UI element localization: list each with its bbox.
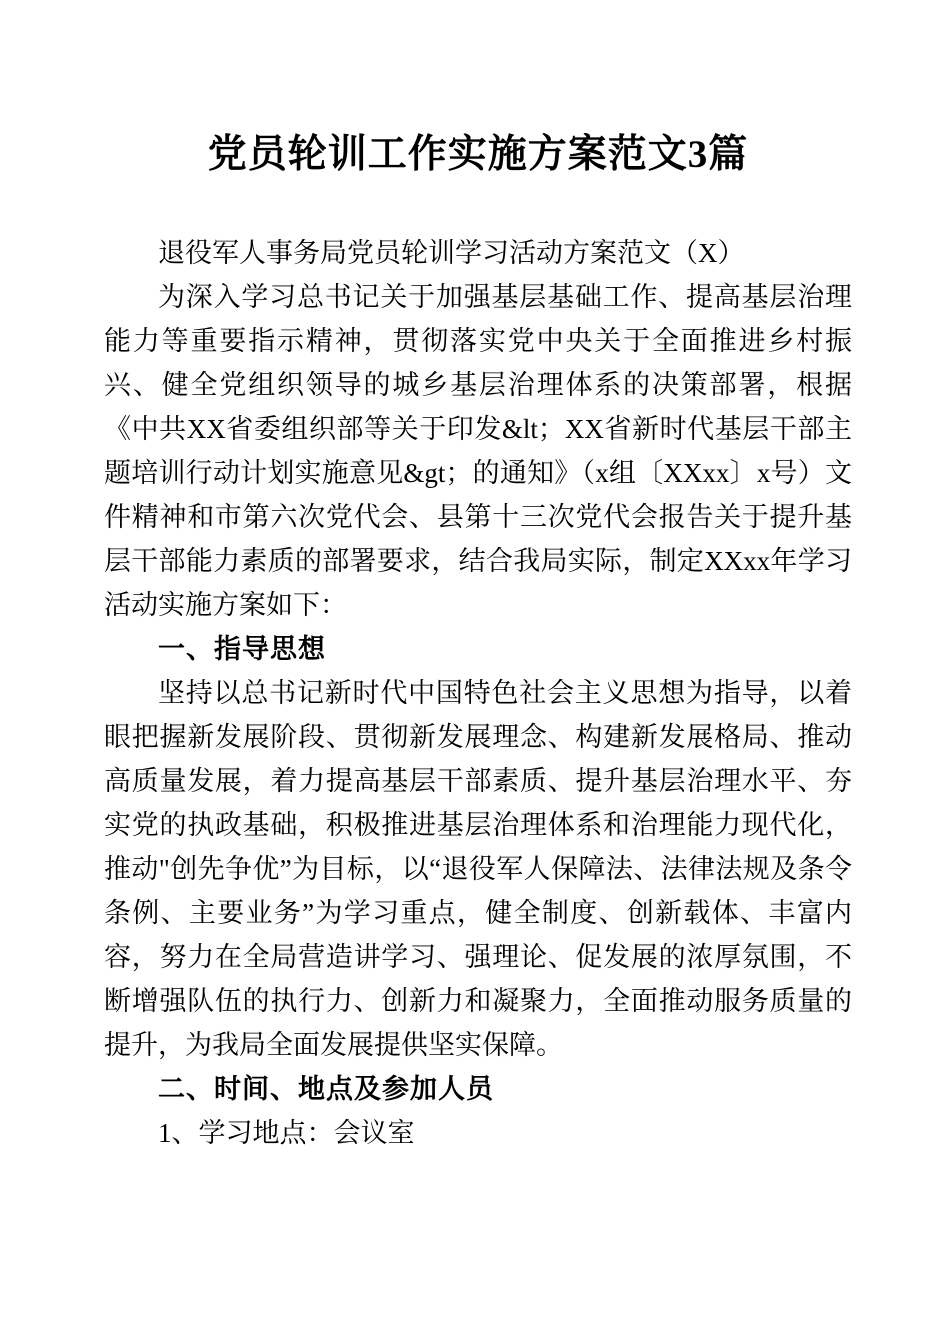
document-body xyxy=(104,231,852,1155)
document-paragraph: 退役军人事务局党员轮训学习活动方案范文（X） xyxy=(158,238,745,268)
section-heading: 一、指导思想 xyxy=(158,634,326,664)
document-paragraph: 坚持以总书记新时代中国特色社会主义思想为指导，以着眼把握新发展阶段、贯彻新发展理念、构建新发展格局、推动高质量发展，着力提高基层干部素质、提升基层治理水平、夯实党的执政基础，积极推进基层治理体系和治理能力现代化，推动"创先争优”为目标，以“退役军人保障法、法律法规及条令条例、主要业务”为学习重点，健全制度、创新载体、丰富内容，努力在全局营造讲学习、强理论、促发展的浓厚氛围，不断增强队伍的执行力、创新力和凝聚力，全面推动服务质量的提升，为我局全面发展提供坚实保障。 xyxy=(104,678,852,1060)
document-paragraph: 为深入学习总书记关于加强基层基础工作、提高基层治理能力等重要指示精神，贯彻落实党中央关于全面推进乡村振兴、健全党组织领导的城乡基层治理体系的决策部署，根据《中共XX省委组织部等关于印发&lt；XX省新时代基层干部主题培训行动计划实施意见&gt；的通知》（x组〔XXxx〕x号）文件精神和市第六次党代会、县第十三次党代会报告关于提升基层干部能力素质的部署要求，结合我局实际，制定XXxx年学习活动实施方案如下： xyxy=(104,282,852,620)
document-title: 党员轮训工作实施方案范文3篇 xyxy=(207,133,749,176)
section-heading: 二、时间、地点及参加人员 xyxy=(158,1074,494,1104)
document-paragraph: 1、学习地点：会议室 xyxy=(158,1118,415,1148)
